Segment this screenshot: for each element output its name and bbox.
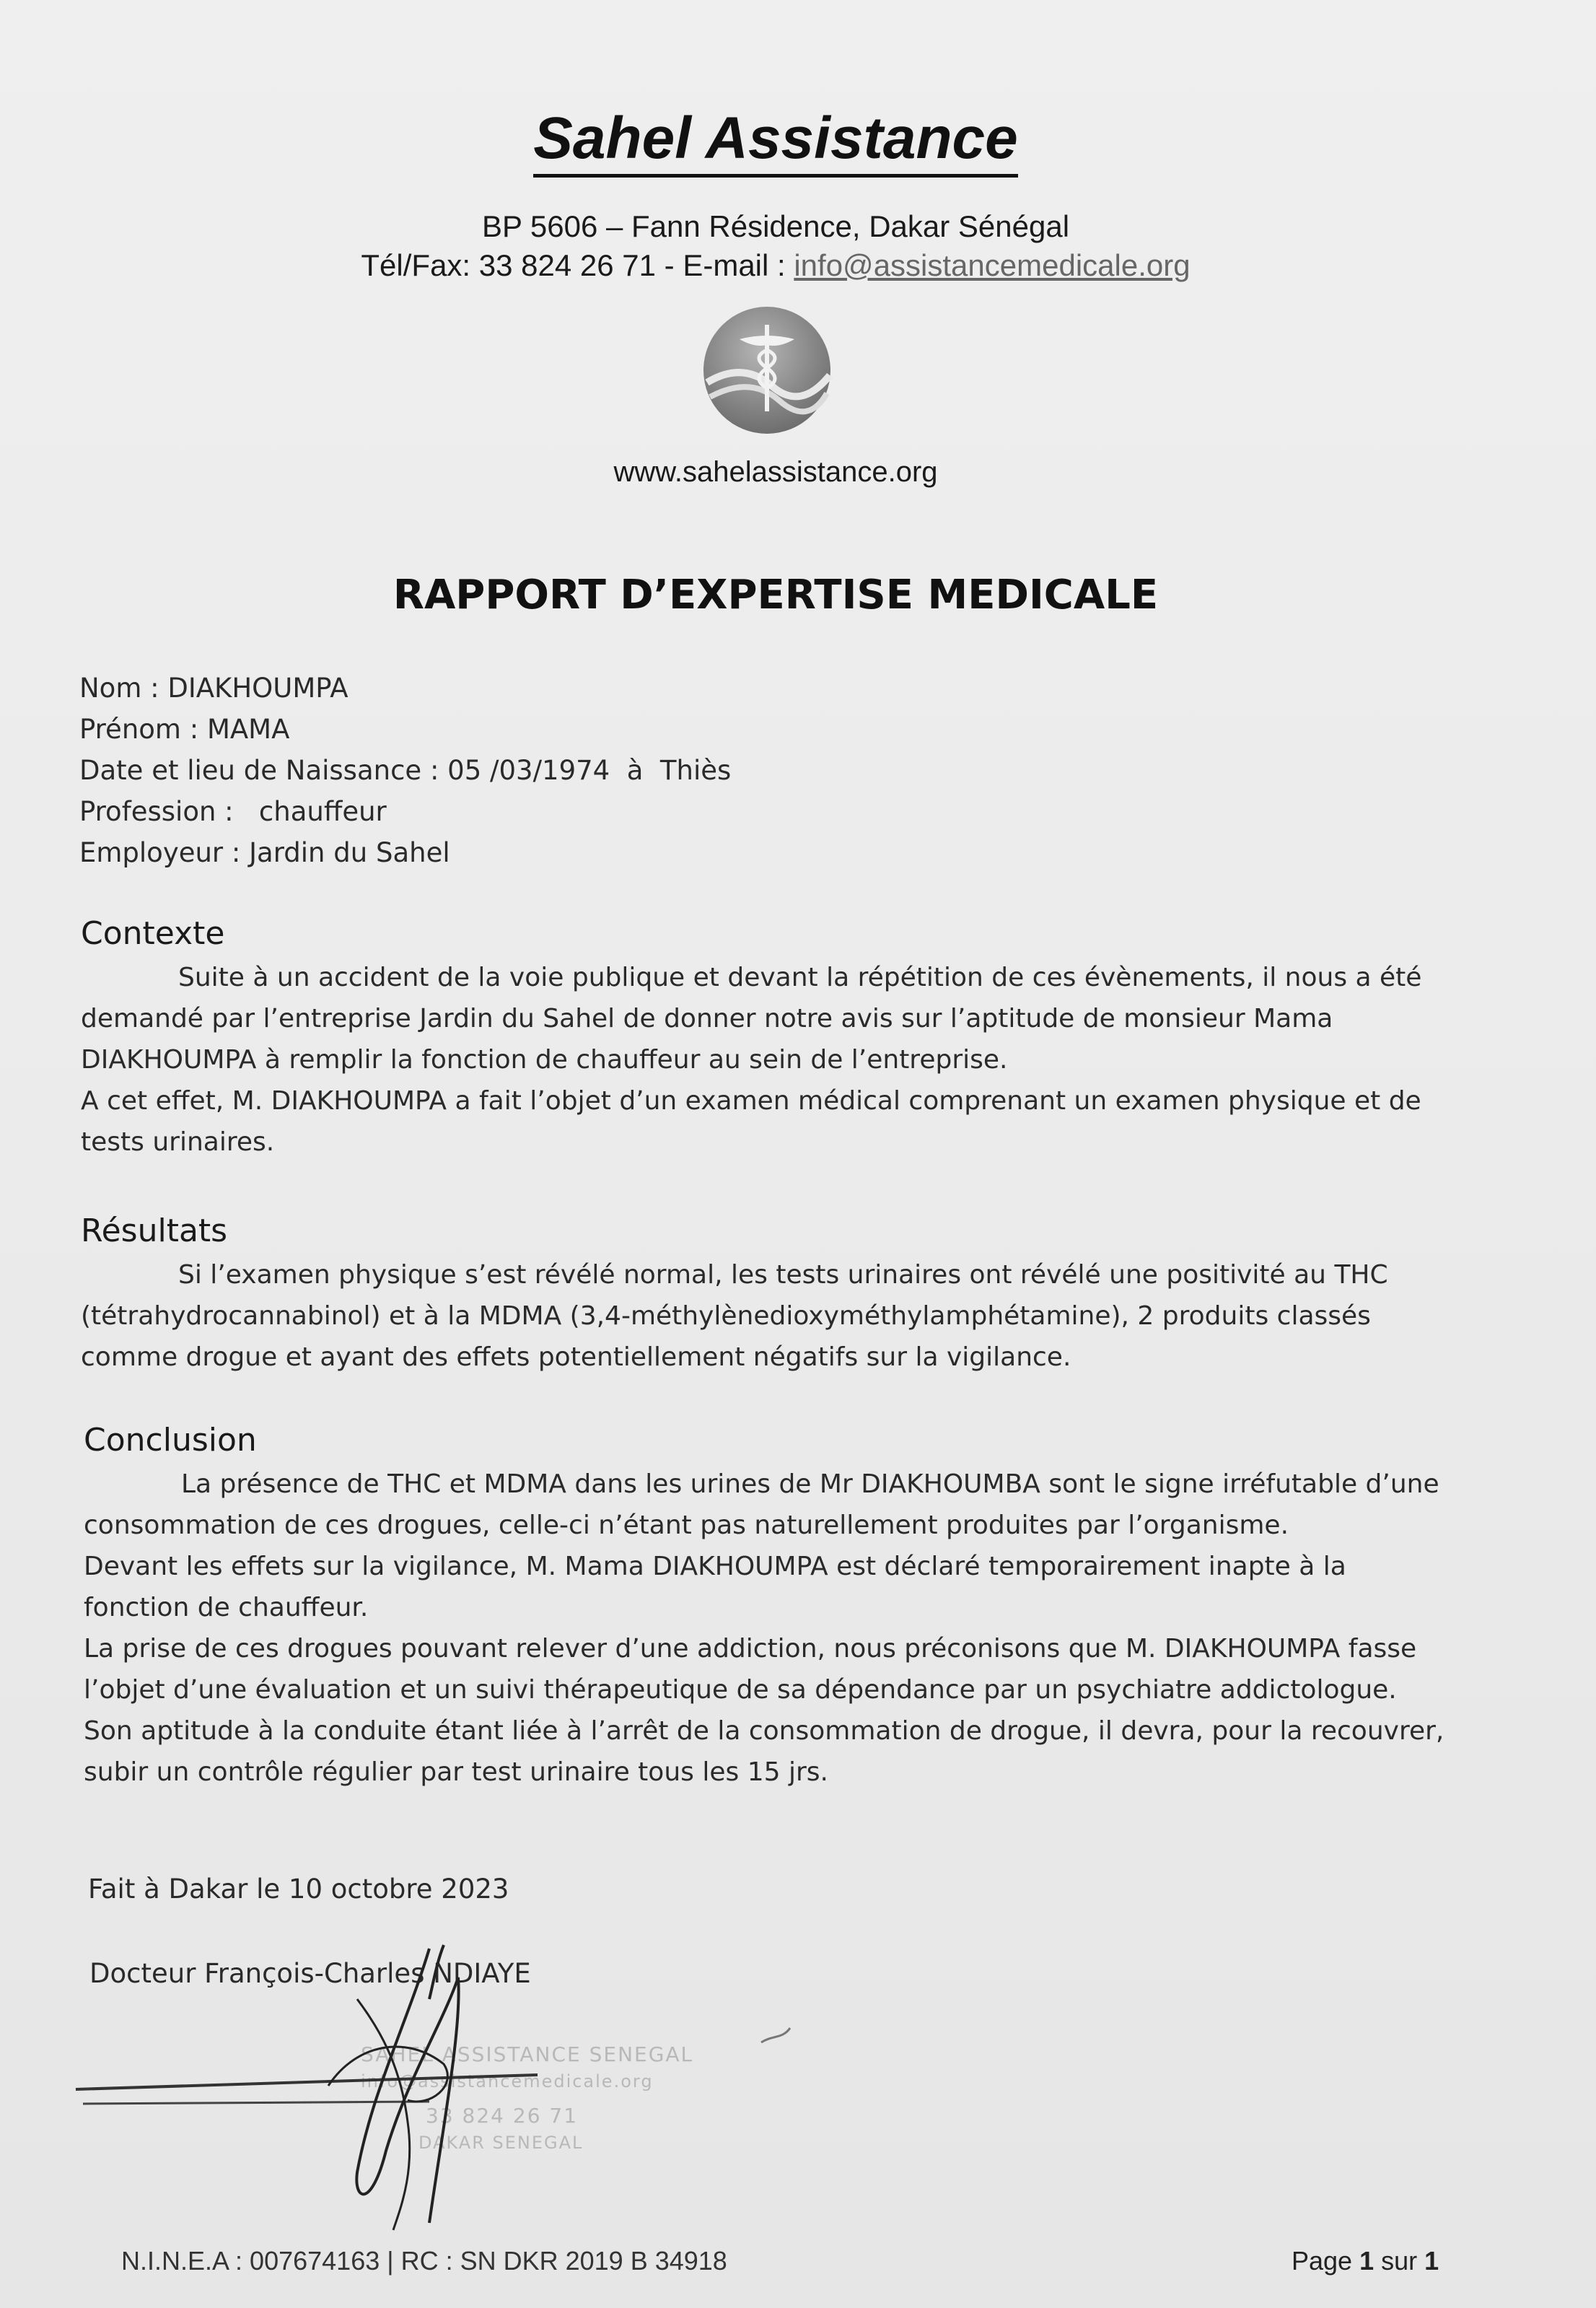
handwritten-signature [69, 1934, 862, 2237]
website-link[interactable]: www.sahelassistance.org [613, 456, 938, 488]
paragraph-line: l’objet d’une évaluation et un suivi thérapeutique de sa dépendance par un psychiatre addictologue. [84, 1675, 1397, 1705]
paragraph-line: La prise de ces drogues pouvant relever d’une addiction, nous préconisons que M. DIAKHOUMPA fasse [84, 1634, 1417, 1664]
paragraph-line: Son aptitude à la conduite étant liée à l’arrêt de la consommation de drogue, il devra, pour la recouvrer, [84, 1716, 1444, 1746]
page-number [1292, 2246, 1439, 2276]
paragraph-line: demandé par l’entreprise Jardin du Sahel de donner notre avis sur l’aptitude de monsieur Mama [81, 1004, 1333, 1033]
section-conclusion [84, 1422, 1483, 1793]
page-of: sur [1374, 2246, 1425, 2276]
paragraph-line: La présence de THC et MDMA dans les urines de Mr DIAKHOUMBA sont le signe irréfutable d’une [181, 1469, 1439, 1499]
page-current: 1 [1359, 2246, 1374, 2276]
paragraph-line: Devant les effets sur la vigilance, M. Mama DIAKHOUMPA est déclaré temporairement inapte à la [84, 1552, 1346, 1581]
brand-name: Sahel Assistance [533, 105, 1018, 178]
document-title: RAPPORT D’EXPERTISE MEDICALE [393, 572, 1159, 618]
paragraph-line: comme drogue et ayant des effets potentiellement négatifs sur la vigilance. [81, 1342, 1071, 1372]
page-total: 1 [1424, 2246, 1439, 2276]
brand-header [0, 105, 1551, 172]
phone-text: Tél/Fax: 33 824 26 71 - E-mail : [361, 248, 794, 282]
paragraph-line: Suite à un accident de la voie publique et devant la répétition de ces évènements, il nous a été [178, 963, 1422, 992]
address-line: BP 5606 – Fann Résidence, Dakar Sénégal [481, 209, 1070, 243]
stamp-text: 33 824 26 71 [426, 2104, 579, 2128]
stamp-text: SAHEL ASSISTANCE SENEGAL [361, 2042, 694, 2066]
patient-prenom: Prénom : MAMA [79, 714, 290, 745]
patient-profession: Profession : chauffeur [79, 796, 387, 827]
paragraph-line: consommation de ces drogues, celle-ci n’étant pas naturellement produites par l’organisme. [84, 1511, 1289, 1540]
section-heading: Conclusion [84, 1422, 257, 1459]
paragraph-line: DIAKHOUMPA à remplir la fonction de chauffeur au sein de l’entreprise. [81, 1045, 1008, 1075]
patient-employeur: Employeur : Jardin du Sahel [79, 837, 450, 868]
section-resultats [81, 1212, 1481, 1378]
place-date: Fait à Dakar le 10 octobre 2023 [88, 1874, 509, 1905]
stamp-text: info@assistancemedicale.org [361, 2071, 654, 2091]
company-registration: N.I.N.E.A : 007674163 | RC : SN DKR 2019 B 34918 [121, 2246, 727, 2276]
paragraph-line: fonction de chauffeur. [84, 1593, 369, 1622]
stamp-text: DAKAR SENEGAL [418, 2133, 584, 2153]
paragraph-line: tests urinaires. [81, 1127, 275, 1157]
paragraph-line: Si l’examen physique s’est révélé normal, les tests urinaires ont révélé une positivité au THC [178, 1260, 1388, 1290]
section-contexte [81, 915, 1481, 1163]
patient-naissance: Date et lieu de Naissance : 05 /03/1974 à Thiès [79, 755, 732, 786]
page-label: Page [1292, 2246, 1360, 2276]
patient-info [79, 668, 731, 873]
paragraph-line: subir un contrôle régulier par test urinaire tous les 15 jrs. [84, 1757, 828, 1787]
paragraph-line: A cet effet, M. DIAKHOUMPA a fait l’objet d’un examen médical comprenant un examen physique et de [81, 1086, 1421, 1116]
section-heading: Contexte [81, 915, 225, 952]
doctor-name: Docteur François-Charles NDIAYE [89, 1958, 531, 1989]
patient-nom: Nom : DIAKHOUMPA [79, 673, 348, 704]
caduceus-globe-logo-icon [700, 303, 834, 437]
paragraph-line: (tétrahydrocannabinol) et à la MDMA (3,4-méthylènedioxyméthylamphétamine), 2 produits classés [81, 1301, 1371, 1331]
contact-line [0, 248, 1551, 283]
email-link[interactable]: info@assistancemedicale.org [794, 248, 1191, 282]
section-heading: Résultats [81, 1212, 228, 1249]
